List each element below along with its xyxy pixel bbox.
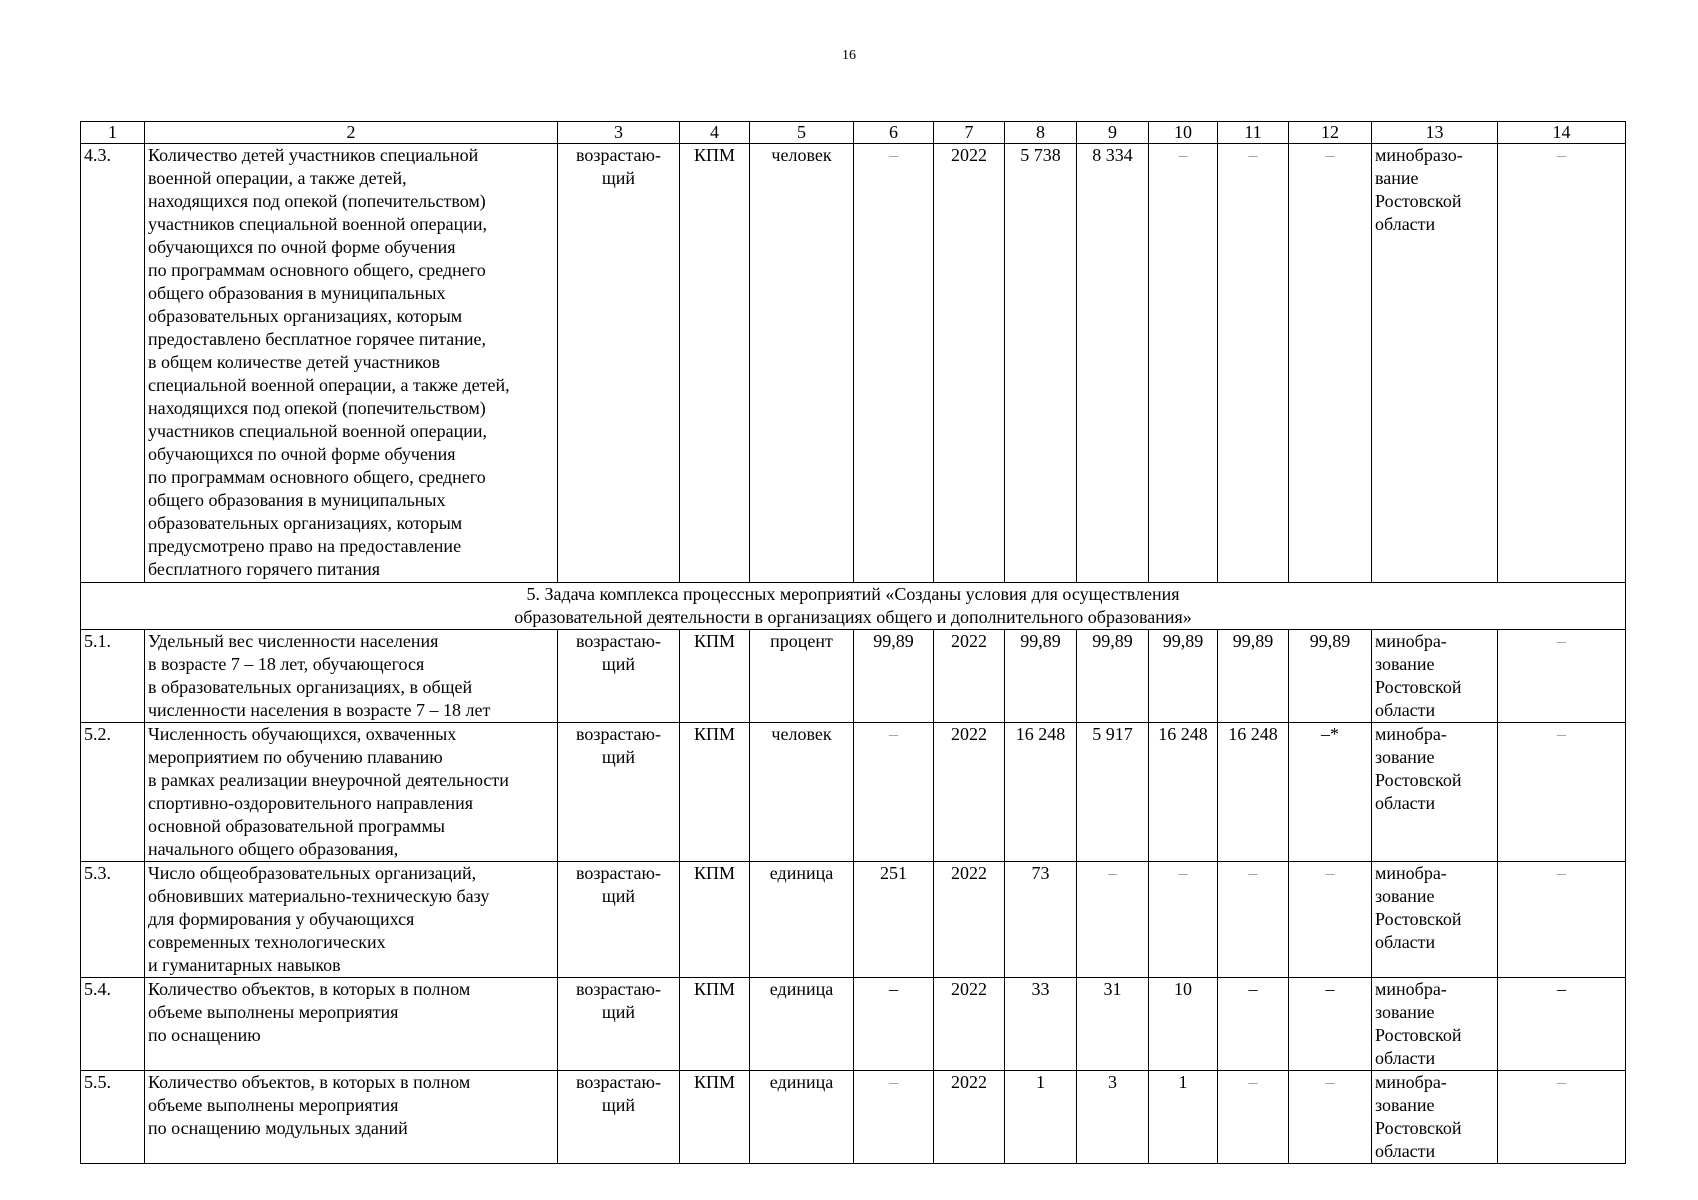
- table-row: [81, 723, 1626, 862]
- year-cell: 2022: [934, 978, 1005, 1071]
- table-row: [81, 630, 1626, 723]
- value-cell: 3: [1077, 1071, 1149, 1164]
- value-cell: –: [1289, 144, 1372, 583]
- table-row: [81, 862, 1626, 978]
- row-number: 5.5.: [81, 1071, 145, 1164]
- indicator-name: Число общеобразовательных организаций, обновивших материально-техническую базу для формирования у обучающихся современных технологических и гуманитарных навыков: [145, 862, 558, 978]
- header-cell: 8: [1005, 122, 1077, 144]
- value-cell: 5 917: [1077, 723, 1149, 862]
- header-cell: 9: [1077, 122, 1149, 144]
- header-cell: 3: [558, 122, 680, 144]
- value-cell: –*: [1289, 723, 1372, 862]
- unit-cell: человек: [750, 144, 854, 583]
- table-row: [81, 144, 1626, 583]
- value-cell: 1: [1149, 1071, 1218, 1164]
- trend-cell: возрастаю- щий: [558, 144, 680, 583]
- value-cell: –: [1289, 862, 1372, 978]
- value-cell: 5 738: [1005, 144, 1077, 583]
- value-cell: 33: [1005, 978, 1077, 1071]
- responsible-cell: минобразо- вание Ростовской области: [1372, 144, 1498, 583]
- value-cell: 31: [1077, 978, 1149, 1071]
- indicator-name: Численность обучающихся, охваченных мероприятием по обучению плаванию в рамках реализации внеурочной деятельности спортивно-оздоровительного направления основной образовательной программы начального общего образования,: [145, 723, 558, 862]
- value-cell: –: [1149, 862, 1218, 978]
- level-cell: КПМ: [680, 723, 750, 862]
- responsible-cell: минобра- зование Ростовской области: [1372, 1071, 1498, 1164]
- header-cell: 11: [1218, 122, 1289, 144]
- note-cell: –: [1498, 1071, 1626, 1164]
- page-number: 16: [842, 48, 856, 63]
- level-cell: КПМ: [680, 978, 750, 1071]
- indicator-name: Количество объектов, в которых в полном объеме выполнены мероприятия по оснащению модульных зданий: [145, 1071, 558, 1164]
- trend-cell: возрастаю- щий: [558, 630, 680, 723]
- value-cell: 1: [1005, 1071, 1077, 1164]
- trend-cell: возрастаю- щий: [558, 862, 680, 978]
- header-cell: 12: [1289, 122, 1372, 144]
- year-cell: 2022: [934, 144, 1005, 583]
- value-cell: 99,89: [1149, 630, 1218, 723]
- value-cell: 10: [1149, 978, 1218, 1071]
- note-cell: –: [1498, 723, 1626, 862]
- value-cell: –: [1289, 978, 1372, 1071]
- value-cell: –: [854, 723, 934, 862]
- row-number: 5.3.: [81, 862, 145, 978]
- indicators-table: [80, 121, 1626, 1164]
- header-cell: 14: [1498, 122, 1626, 144]
- unit-cell: единица: [750, 862, 854, 978]
- responsible-cell: минобра- зование Ростовской области: [1372, 630, 1498, 723]
- note-cell: –: [1498, 978, 1626, 1071]
- header-cell: 4: [680, 122, 750, 144]
- value-cell: –: [854, 978, 934, 1071]
- level-cell: КПМ: [680, 862, 750, 978]
- unit-cell: единица: [750, 1071, 854, 1164]
- value-cell: 99,89: [1077, 630, 1149, 723]
- value-cell: 16 248: [1005, 723, 1077, 862]
- table-row: [81, 978, 1626, 1071]
- header-cell: 5: [750, 122, 854, 144]
- value-cell: 99,89: [1218, 630, 1289, 723]
- value-cell: –: [1149, 144, 1218, 583]
- indicator-name: Удельный вес численности населения в возрасте 7 – 18 лет, обучающегося в образовательных организациях, в общей численности населения в возрасте 7 – 18 лет: [145, 630, 558, 723]
- table-header-row: [81, 122, 1626, 144]
- note-cell: –: [1498, 630, 1626, 723]
- value-cell: 8 334: [1077, 144, 1149, 583]
- value-cell: –: [1077, 862, 1149, 978]
- value-cell: –: [1218, 1071, 1289, 1164]
- responsible-cell: минобра- зование Ростовской области: [1372, 862, 1498, 978]
- table-row: [81, 1071, 1626, 1164]
- indicator-name: Количество объектов, в которых в полном объеме выполнены мероприятия по оснащению: [145, 978, 558, 1071]
- header-cell: 7: [934, 122, 1005, 144]
- indicator-name: Количество детей участников специальной военной операции, а также детей, находящихся под опекой (попечительством) участников специальной военной операции, обучающихся по очной форме обучения по программам основного общего, среднего общего образования в муниципальных образовательных организациях, которым предоставлено бесплатное горячее питание, в общем количестве детей участников специальной военной операции, а также детей, находящихся под опекой (попечительством) участников специальной военной операции, обучающихся по очной форме обучения по программам основного общего, среднего общего образования в муниципальных образовательных организациях, которым предусмотрено право на предоставление бесплатного горячего питания: [145, 144, 558, 583]
- note-cell: –: [1498, 144, 1626, 583]
- value-cell: 99,89: [1005, 630, 1077, 723]
- level-cell: КПМ: [680, 630, 750, 723]
- header-cell: 1: [81, 122, 145, 144]
- header-cell: 10: [1149, 122, 1218, 144]
- year-cell: 2022: [934, 723, 1005, 862]
- header-cell: 6: [854, 122, 934, 144]
- trend-cell: возрастаю- щий: [558, 1071, 680, 1164]
- value-cell: 99,89: [1289, 630, 1372, 723]
- row-number: 4.3.: [81, 144, 145, 583]
- year-cell: 2022: [934, 630, 1005, 723]
- value-cell: –: [854, 144, 934, 583]
- value-cell: –: [1218, 978, 1289, 1071]
- year-cell: 2022: [934, 862, 1005, 978]
- value-cell: –: [854, 1071, 934, 1164]
- row-number: 5.1.: [81, 630, 145, 723]
- responsible-cell: минобра- зование Ростовской области: [1372, 978, 1498, 1071]
- value-cell: 73: [1005, 862, 1077, 978]
- trend-cell: возрастаю- щий: [558, 978, 680, 1071]
- header-cell: 13: [1372, 122, 1498, 144]
- value-cell: –: [1218, 862, 1289, 978]
- unit-cell: единица: [750, 978, 854, 1071]
- section-heading-row: [81, 583, 1626, 630]
- value-cell: 16 248: [1218, 723, 1289, 862]
- value-cell: 251: [854, 862, 934, 978]
- unit-cell: процент: [750, 630, 854, 723]
- unit-cell: человек: [750, 723, 854, 862]
- level-cell: КПМ: [680, 1071, 750, 1164]
- note-cell: –: [1498, 862, 1626, 978]
- level-cell: КПМ: [680, 144, 750, 583]
- value-cell: 99,89: [854, 630, 934, 723]
- header-cell: 2: [145, 122, 558, 144]
- section-title: 5. Задача комплекса процессных мероприятий «Созданы условия для осуществления образовательной деятельности в организациях общего и дополнительного образования»: [81, 583, 1626, 630]
- value-cell: –: [1289, 1071, 1372, 1164]
- responsible-cell: минобра- зование Ростовской области: [1372, 723, 1498, 862]
- year-cell: 2022: [934, 1071, 1005, 1164]
- value-cell: –: [1218, 144, 1289, 583]
- value-cell: 16 248: [1149, 723, 1218, 862]
- row-number: 5.4.: [81, 978, 145, 1071]
- row-number: 5.2.: [81, 723, 145, 862]
- trend-cell: возрастаю- щий: [558, 723, 680, 862]
